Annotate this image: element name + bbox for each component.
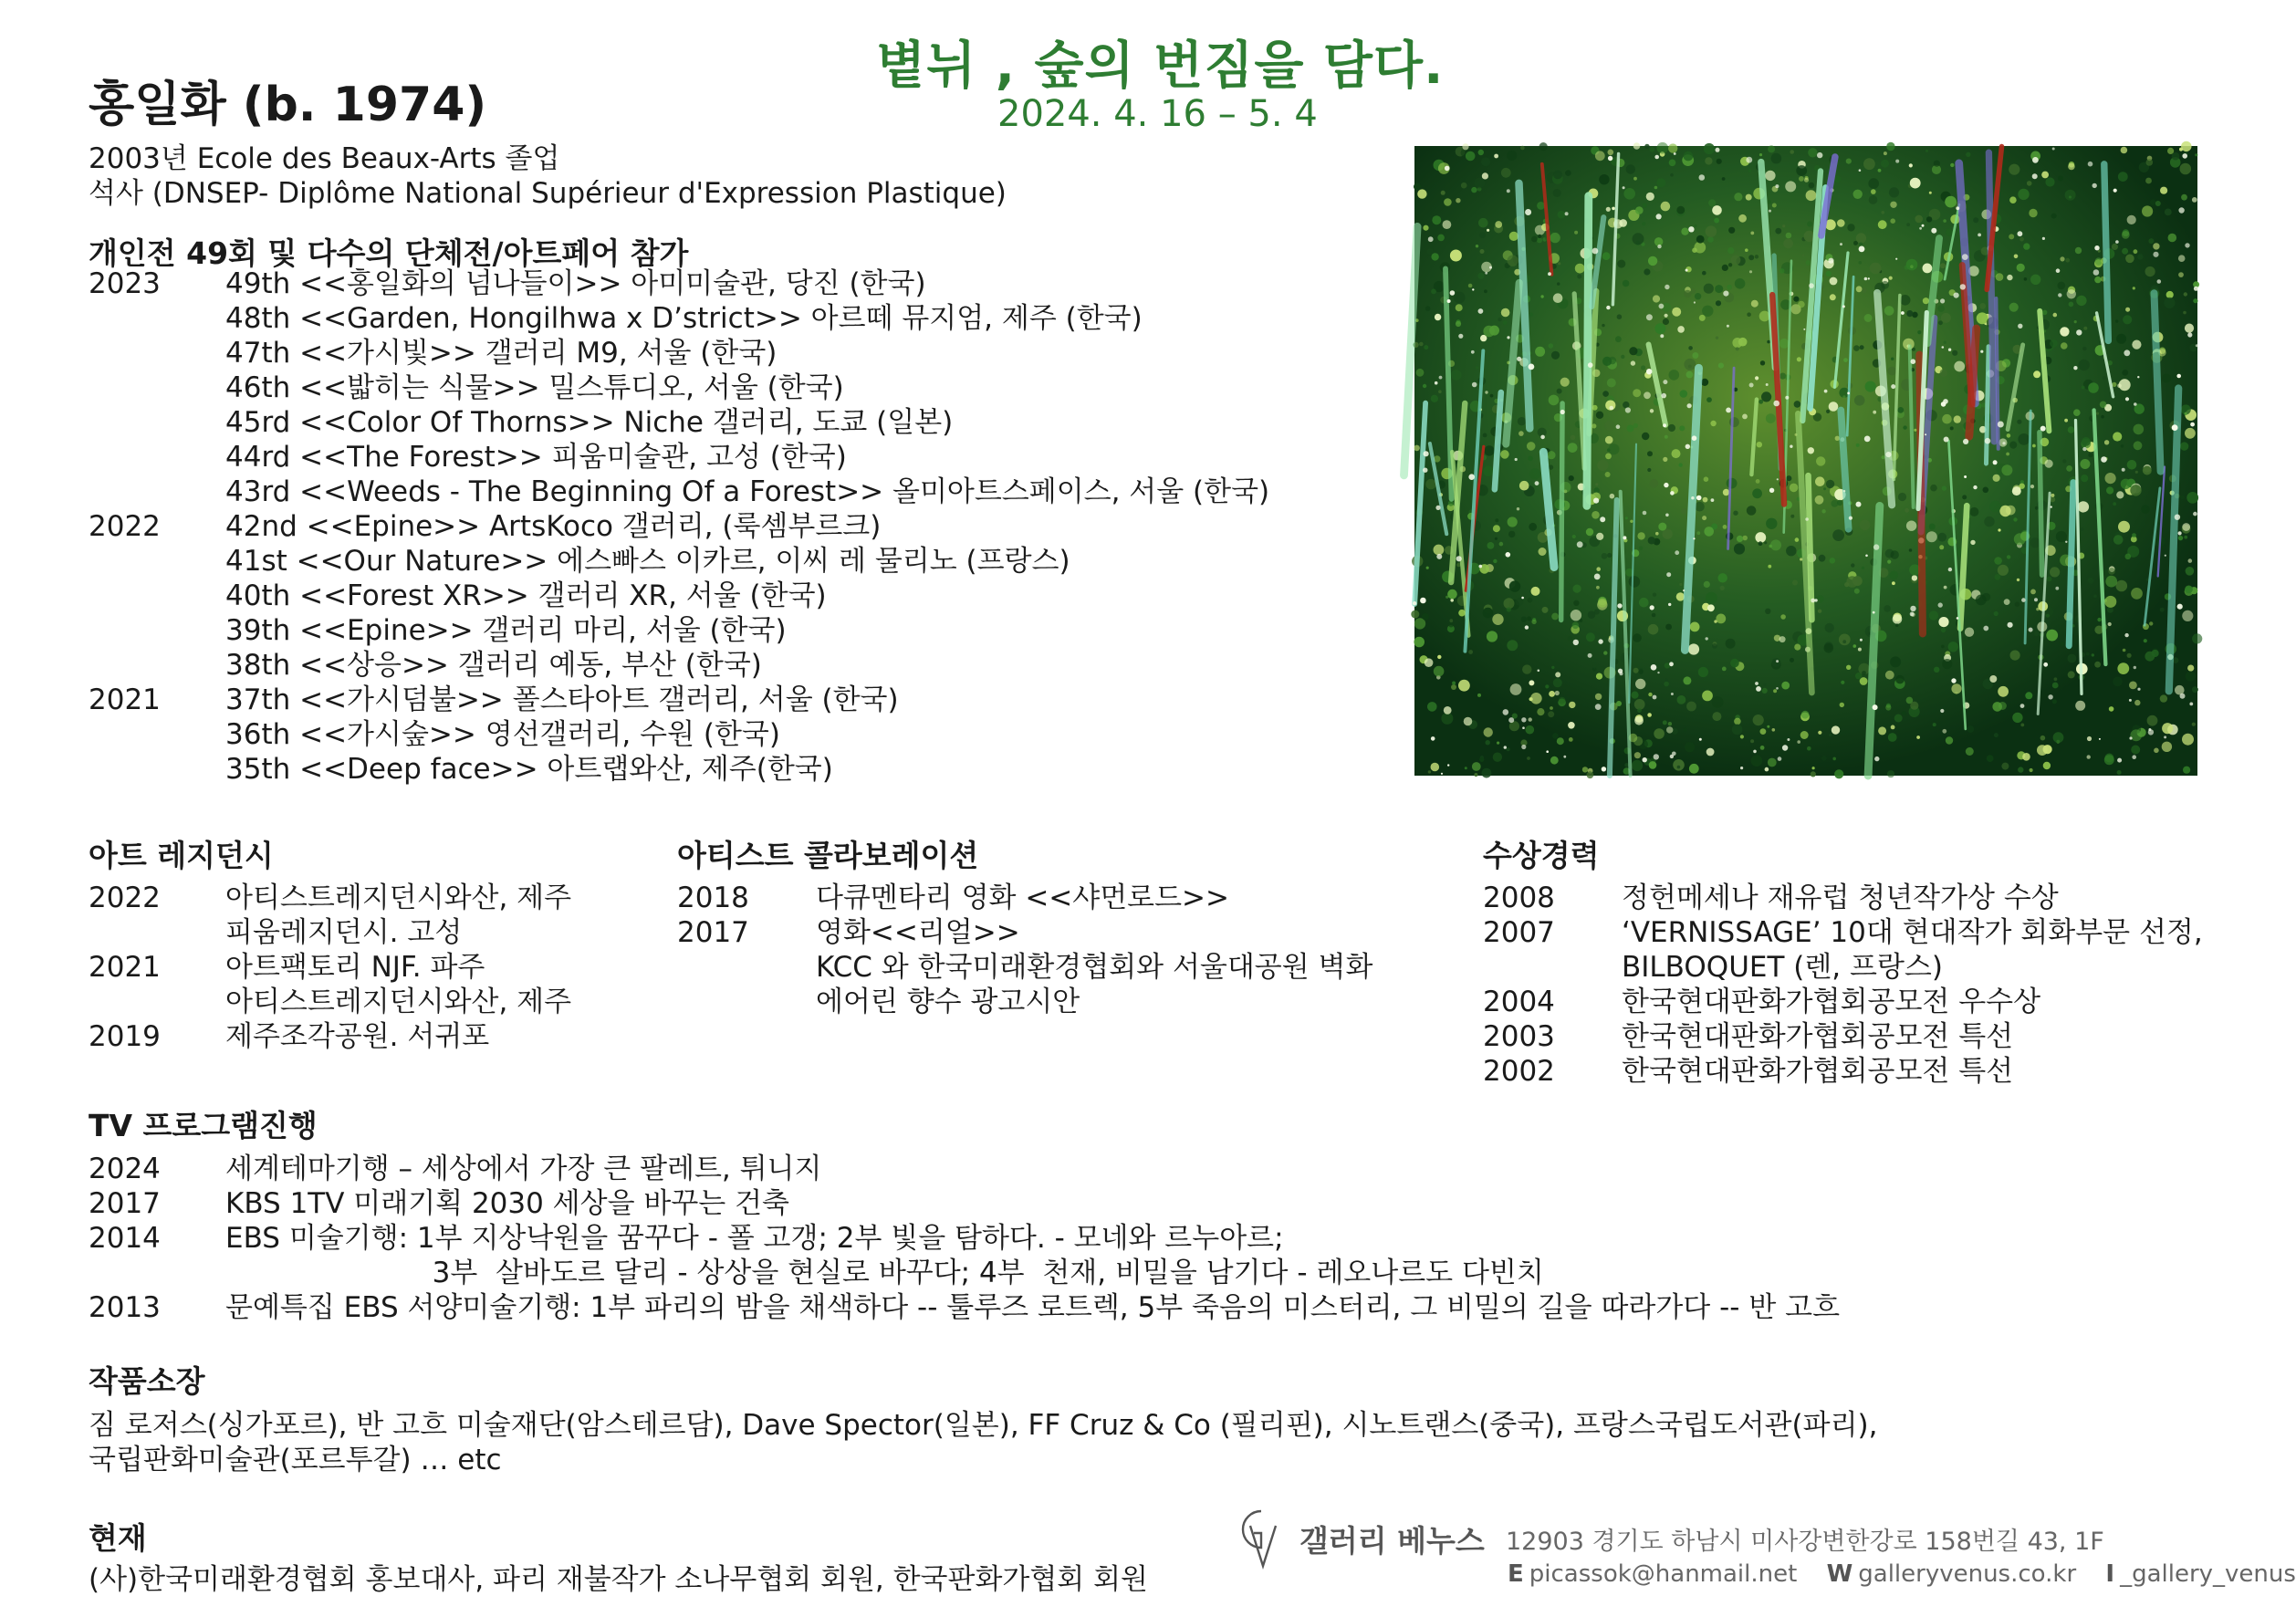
entry-text: 에어린 향수 광고시안 xyxy=(816,986,1080,1018)
list-item xyxy=(89,509,1366,544)
list-item xyxy=(89,440,1366,475)
year: 2022 xyxy=(89,882,161,914)
solo-exhibitions-list xyxy=(89,266,1366,787)
entry-text: 한국현대판화가협회공모전 우수상 xyxy=(1622,986,2041,1018)
entry-text: 41st <<Our Nature>> 에스빠스 이카르, 이씨 레 물리노 (프랑스) xyxy=(225,545,1070,578)
entry-text: 아티스트레지던시와산, 제주 xyxy=(225,882,572,914)
entry-text: 45rd <<Color Of Thorns>> Niche 갤러리, 도쿄 (일본) xyxy=(225,406,954,439)
artist-name: 홍일화 (b. 1974) xyxy=(89,78,487,132)
year: 2024 xyxy=(89,1153,161,1185)
education-line: 2003년 Ecole des Beaux-Arts 졸업 xyxy=(89,142,560,175)
entry-text: 문예특집 EBS 서양미술기행: 1부 파리의 밤을 채색하다 -- 툴루즈 로트렉, 5부 죽음의 미스터리, 그 비밀의 길을 따라가다 -- 반 고흐 xyxy=(225,1291,1841,1324)
year: 2013 xyxy=(89,1291,161,1324)
entry-text: 39th <<Epine>> 갤러리 마리, 서울 (한국) xyxy=(225,614,787,647)
year: 2014 xyxy=(89,1222,161,1255)
entry-text: 40th <<Forest XR>> 갤러리 XR, 서울 (한국) xyxy=(225,579,827,612)
exhibition-dates: 2024. 4. 16 – 5. 4 xyxy=(997,93,1318,135)
tv-list xyxy=(89,1152,2187,1325)
education-line: 석사 (DNSEP- Diplôme National Supérieur d'Expression Plastique) xyxy=(89,177,1007,210)
list-item xyxy=(1483,1019,2231,1054)
gallery-address: 12903 경기도 하남시 미사강변한강로 158번길 43, 1F xyxy=(1506,1528,2104,1556)
gallery-name: 갤러리 베누스 xyxy=(1299,1523,1485,1559)
list-item xyxy=(89,1221,2187,1256)
list-item xyxy=(89,301,1366,336)
list-item xyxy=(89,717,1366,752)
list-item xyxy=(89,370,1366,405)
instagram-label: I xyxy=(2105,1560,2115,1588)
entry-text: 36th <<가시숲>> 영선갤러리, 수원 (한국) xyxy=(225,718,780,751)
year: 2003 xyxy=(1483,1020,1555,1053)
year: 2017 xyxy=(677,916,749,949)
year: 2023 xyxy=(89,267,161,300)
collections-line: 국립판화미술관(포르투갈) … etc xyxy=(89,1444,502,1476)
list-item xyxy=(89,950,636,985)
list-item xyxy=(89,683,1366,717)
list-item xyxy=(89,985,636,1019)
collaboration-heading: 아티스트 콜라보레이션 xyxy=(677,838,979,873)
year: 2019 xyxy=(89,1020,161,1053)
list-item xyxy=(89,544,1366,579)
list-item xyxy=(89,1290,2187,1325)
entry-text: KCC 와 한국미래환경협회와 서울대공원 벽화 xyxy=(816,951,1373,984)
gv-monogram-icon xyxy=(1234,1506,1290,1571)
list-item xyxy=(89,266,1366,301)
exhibition-title: 볕뉘 , 숲의 번짐을 담다. xyxy=(876,37,1445,96)
entry-text: 43rd <<Weeds - The Beginning Of a Forest>> 올미아트스페이스, 서울 (한국) xyxy=(225,475,1270,508)
year: 2021 xyxy=(89,683,161,716)
entry-text: 3부 살바도르 달리 - 상상을 현실로 바꾸다; 4부 천재, 비밀을 남기다 - 레오나르도 다빈치 xyxy=(225,1257,1544,1289)
entry-text: 정헌메세나 재유럽 청년작가상 수상 xyxy=(1622,882,2059,914)
tv-heading: TV 프로그램진행 xyxy=(89,1108,318,1143)
year: 2007 xyxy=(1483,916,1555,949)
entry-text: 37th <<가시덤불>> 폴스타아트 갤러리, 서울 (한국) xyxy=(225,683,899,716)
entry-text: 한국현대판화가협회공모전 특선 xyxy=(1622,1020,2014,1053)
entry-text: KBS 1TV 미래기획 2030 세상을 바꾸는 건축 xyxy=(225,1187,789,1220)
collections-line: 짐 로저스(싱가포르), 반 고흐 미술재단(암스테르담), Dave Spector(일본), FF Cruz & Co (필리핀), 시노트랜스(중국), 프랑스국립도서관(파리), xyxy=(89,1409,1878,1442)
list-item xyxy=(1483,1054,2231,1089)
entry-text: 46th <<밟히는 식물>> 밀스튜디오, 서울 (한국) xyxy=(225,371,844,404)
list-item xyxy=(89,336,1366,370)
year: 2008 xyxy=(1483,882,1555,914)
instagram-link[interactable]: _gallery_venus xyxy=(2120,1560,2296,1588)
entry-text: 다큐멘타리 영화 <<샤먼로드>> xyxy=(816,882,1230,914)
entry-text: 한국현대판화가협회공모전 특선 xyxy=(1622,1055,2014,1088)
entry-text: 피움레지던시. 고성 xyxy=(225,916,463,949)
list-item xyxy=(677,985,1425,1019)
entry-text: 영화<<리얼>> xyxy=(816,916,1020,949)
list-item xyxy=(677,881,1425,915)
entry-text: 47th <<가시빛>> 갤러리 M9, 서울 (한국) xyxy=(225,337,778,370)
solo-exhibitions-heading: 개인전 49회 및 다수의 단체전/아트페어 참가 xyxy=(89,235,689,271)
list-item xyxy=(89,1256,2187,1290)
entry-text: 48th <<Garden, Hongilhwa x D’strict>> 아르떼 뮤지엄, 제주 (한국) xyxy=(225,302,1143,335)
collections-text xyxy=(89,1408,1877,1477)
list-item xyxy=(1483,950,2231,985)
list-item xyxy=(89,1019,636,1054)
list-item xyxy=(677,915,1425,950)
list-item xyxy=(677,950,1425,985)
collections-heading: 작품소장 xyxy=(89,1363,205,1399)
list-item xyxy=(89,1186,2187,1221)
current-text: (사)한국미래환경협회 홍보대사, 파리 재불작가 소나무협회 회원, 한국판화가협회 회원 xyxy=(89,1563,1148,1596)
list-item xyxy=(89,752,1366,787)
list-item xyxy=(1483,881,2231,915)
email-label: E xyxy=(1508,1560,1524,1588)
residency-list xyxy=(89,881,636,1054)
entry-text: 세계테마기행 – 세상에서 가장 큰 팔레트, 튀니지 xyxy=(225,1153,822,1185)
entry-text: 42nd <<Epine>> ArtsKoco 갤러리, (룩셈부르크) xyxy=(225,510,882,543)
year: 2017 xyxy=(89,1187,161,1220)
list-item xyxy=(89,579,1366,613)
email-link[interactable]: picassok@hanmail.net xyxy=(1529,1560,1798,1588)
list-item xyxy=(89,475,1366,509)
awards-heading: 수상경력 xyxy=(1483,838,1600,873)
entry-text: BILBOQUET (렌, 프랑스) xyxy=(1622,951,1943,984)
entry-text: 44rd <<The Forest>> 피움미술관, 고성 (한국) xyxy=(225,441,847,474)
entry-text: 제주조각공원. 서귀포 xyxy=(225,1020,490,1053)
list-item xyxy=(89,613,1366,648)
website-link[interactable]: galleryvenus.co.kr xyxy=(1858,1560,2077,1588)
year: 2021 xyxy=(89,951,161,984)
list-item xyxy=(89,881,636,915)
year: 2004 xyxy=(1483,986,1555,1018)
year: 2018 xyxy=(677,882,749,914)
entry-text: ‘VERNISSAGE’ 10대 현대작가 회화부문 선정, xyxy=(1622,916,2203,949)
residency-heading: 아트 레지던시 xyxy=(89,838,274,873)
collaboration-list xyxy=(677,881,1425,1019)
list-item xyxy=(1483,915,2231,950)
entry-text: 38th <<상응>> 갤러리 예동, 부산 (한국) xyxy=(225,649,762,682)
list-item xyxy=(89,405,1366,440)
list-item xyxy=(89,915,636,950)
current-heading: 현재 xyxy=(89,1520,147,1556)
entry-text: 아티스트레지던시와산, 제주 xyxy=(225,986,572,1018)
web-label: W xyxy=(1826,1560,1853,1588)
gallery-contact xyxy=(1508,1560,2296,1588)
awards-list xyxy=(1483,881,2231,1089)
forest-painting xyxy=(1414,146,2197,776)
list-item xyxy=(89,1152,2187,1186)
entry-text: 아트팩토리 NJF. 파주 xyxy=(225,951,485,984)
entry-text: EBS 미술기행: 1부 지상낙원을 꿈꾸다 - 폴 고갱; 2부 빛을 탐하다. - 모네와 르누아르; xyxy=(225,1222,1284,1255)
list-item xyxy=(1483,985,2231,1019)
entry-text: 49th <<홍일화의 넘나들이>> 아미미술관, 당진 (한국) xyxy=(225,267,926,300)
entry-text: 35th <<Deep face>> 아트랩와산, 제주(한국) xyxy=(225,753,833,786)
year: 2022 xyxy=(89,510,161,543)
year: 2002 xyxy=(1483,1055,1555,1088)
list-item xyxy=(89,648,1366,683)
education xyxy=(89,141,1007,211)
